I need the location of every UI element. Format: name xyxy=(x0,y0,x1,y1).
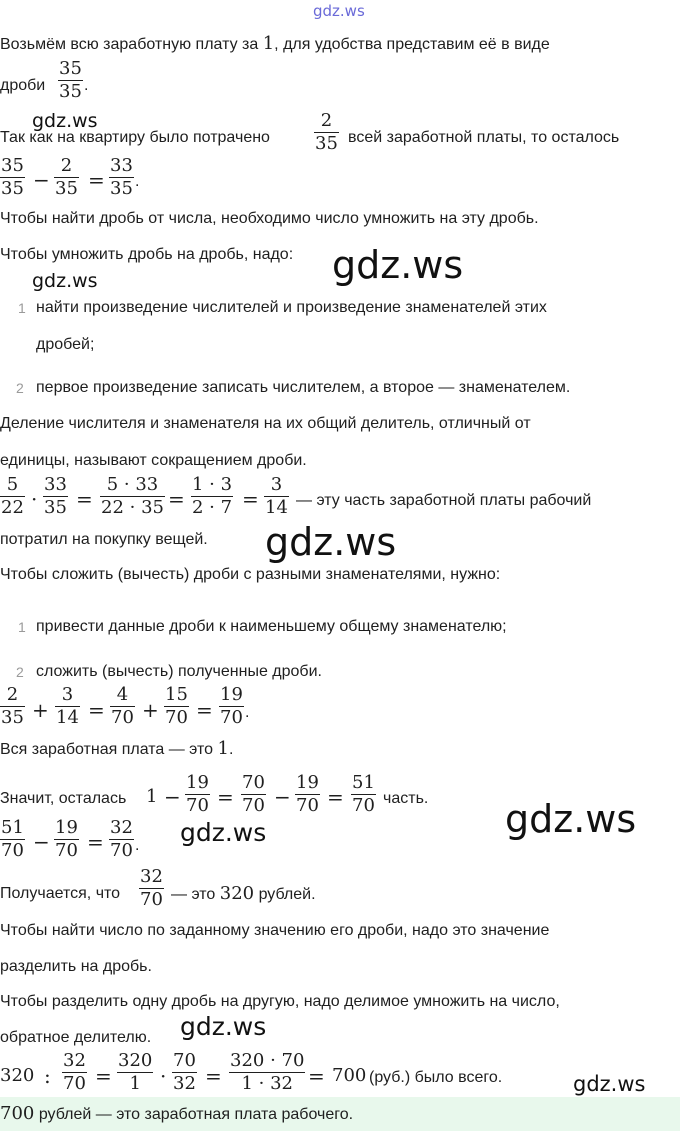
divide-sign: : xyxy=(44,1064,51,1088)
math-number: 1 xyxy=(217,738,229,759)
math-number: 1 xyxy=(262,33,275,54)
period: . xyxy=(245,704,250,721)
fraction: $\frac{19}{70}$ xyxy=(296,772,319,816)
paragraph-text: Возьмём всю заработную плату за xyxy=(0,36,259,53)
watermark: gdz.ws xyxy=(265,520,397,564)
fraction: $\frac{51}{70}$ xyxy=(352,772,375,816)
fraction: $\frac{33}{35}$ xyxy=(110,155,133,199)
fraction: $\frac{19}{70}$ xyxy=(220,684,243,728)
fraction: $\frac{70}{70}$ xyxy=(242,772,265,816)
math-number: 1 xyxy=(146,786,158,807)
paragraph-text: Вся заработная плата — это 1. xyxy=(0,738,234,759)
paragraph-text: потратил на покупку вещей. xyxy=(0,531,208,548)
equals-sign: = xyxy=(88,168,105,192)
equals-sign: = xyxy=(242,487,259,511)
paragraph-intro xyxy=(0,34,550,55)
list-item: сложить (вычесть) полученные дроби. xyxy=(36,663,322,680)
fraction: $\frac{2}{35}$ xyxy=(315,110,338,154)
period: . xyxy=(84,77,89,94)
watermark: gdz.ws xyxy=(32,270,98,292)
watermark-top: gdz.ws xyxy=(313,2,365,20)
list-marker: 1 xyxy=(18,300,26,316)
fraction: $\frac{32}{70}$ xyxy=(110,817,133,861)
list-marker: 2 xyxy=(16,664,24,680)
minus-sign: − xyxy=(33,830,50,854)
fraction: $\frac{19}{70}$ xyxy=(186,772,209,816)
watermark: gdz.ws xyxy=(180,818,267,847)
paragraph-text: дроби xyxy=(0,77,46,94)
multiply-sign: · xyxy=(31,487,38,511)
list-item: первое произведение записать числителем, а второе — знаменателем. xyxy=(36,379,571,396)
paragraph-text: — эту часть заработной платы рабочий xyxy=(296,492,592,509)
watermark: gdz.ws xyxy=(180,1012,267,1041)
paragraph-text: , для удобства представим её в виде xyxy=(274,36,550,53)
fraction: $\frac{51}{70}$ xyxy=(1,817,24,861)
equals-sign: = xyxy=(76,487,93,511)
fraction: $\frac{4}{70}$ xyxy=(111,684,134,728)
fraction: $\frac{70}{32}$ xyxy=(173,1050,196,1094)
list-item: привести данные дроби к наименьшему общему знаменателю; xyxy=(36,618,507,635)
plus-sign: + xyxy=(142,698,159,722)
list-item: найти произведение числителей и произведение знаменателей этих xyxy=(36,299,547,316)
paragraph-text: Чтобы разделить одну дробь на другую, надо делимое умножить на число, xyxy=(0,993,560,1010)
period: . xyxy=(135,837,140,854)
equals-sign: = xyxy=(217,785,234,809)
paragraph-text: Чтобы найти число по заданному значению его дроби, надо это значение xyxy=(0,922,550,939)
fraction: $\frac{320 \cdot 70}{1 \cdot 32}$ xyxy=(230,1050,305,1094)
paragraph-text: всей заработной платы, то осталось xyxy=(348,129,620,146)
paragraph-text: — это 320 рублей. xyxy=(171,883,316,904)
fraction: $\frac{3}{14}$ xyxy=(56,684,79,728)
equals-sign: = xyxy=(95,1064,112,1088)
list-marker: 1 xyxy=(18,619,26,635)
fraction: $\frac{2}{35}$ xyxy=(55,155,78,199)
fraction: $\frac{19}{70}$ xyxy=(55,817,78,861)
paragraph-text: Чтобы найти дробь от числа, необходимо число умножить на эту дробь. xyxy=(0,210,539,227)
fraction: $\frac{320}{1}$ xyxy=(118,1050,153,1094)
fraction: $\frac{32}{70}$ xyxy=(140,866,163,910)
fraction: $\frac{1 \cdot 3}{2 \cdot 7}$ xyxy=(192,474,233,518)
math-number: 320 xyxy=(0,1065,35,1086)
paragraph-text: Деление числителя и знаменателя на их общий делитель, отличный от xyxy=(0,415,531,432)
equals-sign: = xyxy=(87,830,104,854)
equals-sign: = xyxy=(308,1064,325,1088)
fraction: $\frac{33}{35}$ xyxy=(44,474,67,518)
fraction: $\frac{5}{22}$ xyxy=(1,474,24,518)
equals-sign: = xyxy=(168,487,185,511)
math-number: 320 xyxy=(219,883,255,904)
fraction: $\frac{2}{35}$ xyxy=(1,684,24,728)
fraction: $\frac{15}{70}$ xyxy=(165,684,188,728)
minus-sign: − xyxy=(164,785,181,809)
watermark: gdz.ws xyxy=(332,243,464,287)
watermark: gdz.ws xyxy=(505,797,637,841)
paragraph-text: Так как на квартиру было потрачено xyxy=(0,129,270,146)
paragraph-text: обратное делителю. xyxy=(0,1029,152,1046)
paragraph-text: единицы, называют сокращением дроби. xyxy=(0,452,307,469)
paragraph-text: Значит, осталась xyxy=(0,790,127,807)
paragraph-text: Получается, что xyxy=(0,885,121,902)
list-marker: 2 xyxy=(16,380,24,396)
equals-sign: = xyxy=(88,698,105,722)
math-number: 700 xyxy=(332,1065,367,1086)
fraction: $\frac{35}{35}$ xyxy=(1,155,24,199)
paragraph-text: (руб.) было всего. xyxy=(369,1069,503,1086)
paragraph-text: Чтобы сложить (вычесть) дроби с разными знаменателями, нужно: xyxy=(0,566,501,583)
paragraph-text: разделить на дробь. xyxy=(0,958,152,975)
multiply-sign: · xyxy=(160,1064,167,1088)
fraction: $\frac{35}{35}$ xyxy=(59,58,82,102)
fraction: $\frac{5 \cdot 33}{22 \cdot 35}$ xyxy=(101,474,164,518)
equals-sign: = xyxy=(205,1064,222,1088)
paragraph-text: часть. xyxy=(383,790,429,807)
plus-sign: + xyxy=(32,698,49,722)
period: . xyxy=(135,173,140,190)
list-item: дробей; xyxy=(36,336,95,353)
equals-sign: = xyxy=(196,698,213,722)
equals-sign: = xyxy=(327,785,344,809)
watermark: gdz.ws xyxy=(573,1072,646,1096)
minus-sign: − xyxy=(33,168,50,192)
answer-text: 700 рублей — это заработная плата рабочего. xyxy=(0,1103,354,1124)
fraction: $\frac{32}{70}$ xyxy=(63,1050,86,1094)
fraction: $\frac{3}{14}$ xyxy=(265,474,288,518)
watermark: gdz.ws xyxy=(32,110,98,132)
math-number: 700 xyxy=(0,1103,35,1124)
minus-sign: − xyxy=(274,785,291,809)
paragraph-text: Чтобы умножить дробь на дробь, надо: xyxy=(0,246,294,263)
